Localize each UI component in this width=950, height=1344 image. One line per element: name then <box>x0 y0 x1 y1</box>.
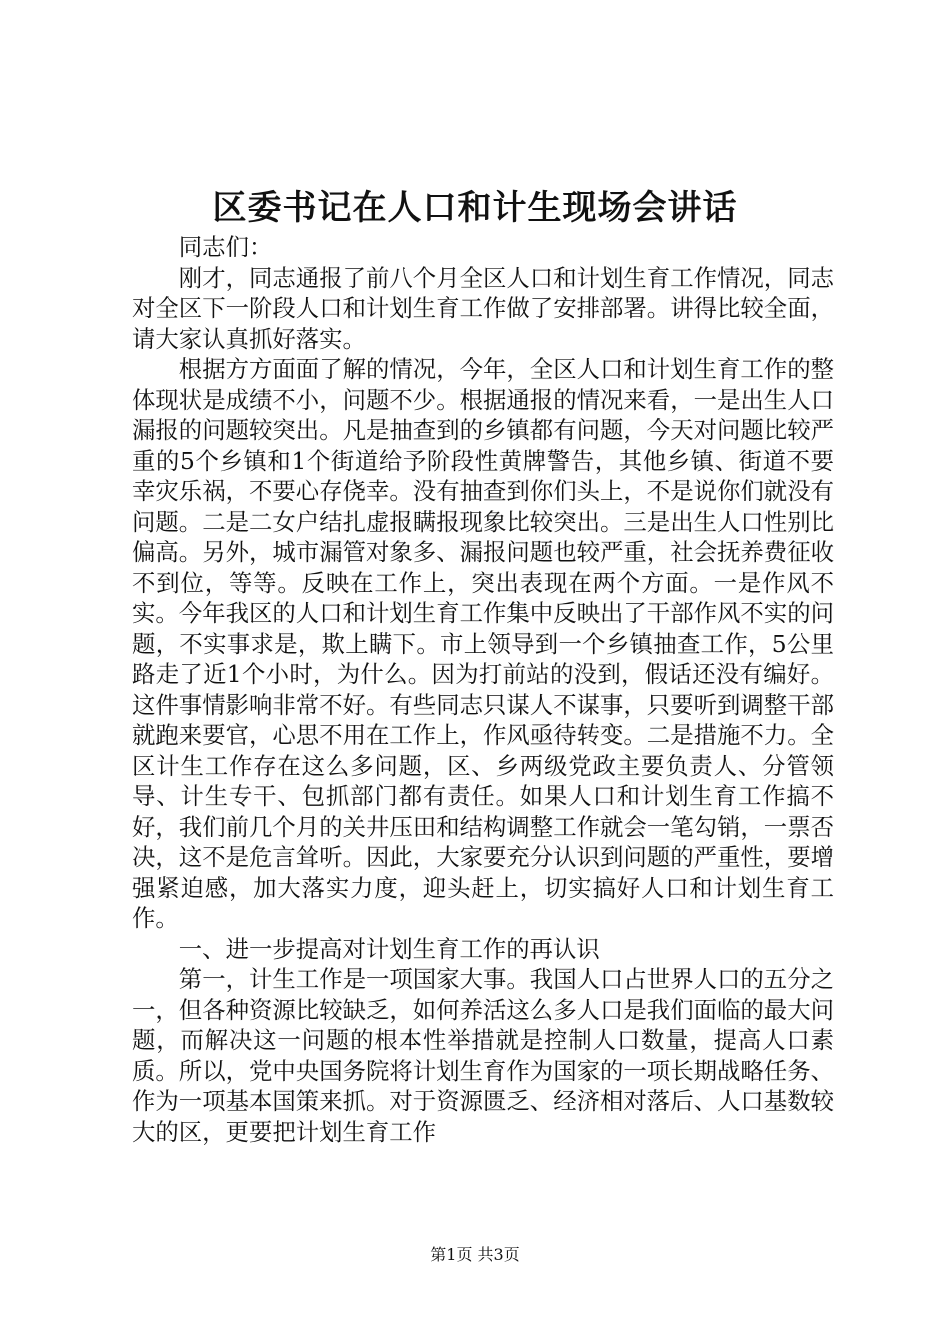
document-body <box>132 232 834 1147</box>
page-number-footer: 第1页 共3页 <box>430 1245 520 1264</box>
body-paragraph: 第一，计生工作是一项国家大事。我国人口占世界人口的五分之一，但各种资源比较缺乏，如何养活这么多人口是我们面临的最大问题，而解决这一问题的根本性举措就是控制人口数量，提高人口素质。所以，党中央国务院将计划生育作为国家的一项长期战略任务、作为一项基本国策来抓。对于资源匮乏、经济相对落后、人口基数较大的区，更要把计划生育工作 <box>132 965 834 1146</box>
document-title: 区委书记在人口和计生现场会讲话 <box>212 188 738 228</box>
salutation-paragraph: 同志们： <box>178 233 273 261</box>
body-paragraph: 根据方方面面了解的情况，今年，全区人口和计划生育工作的整体现状是成绩不小，问题不少。根据通报的情况来看，一是出生人口漏报的问题较突出。凡是抽查到的乡镇都有问题，今天对问题比较严重的5个乡镇和1个街道给予阶段性黄牌警告，其他乡镇、街道不要幸灾乐祸，不要心存侥幸。没有抽查到你们头上，不是说你们就没有问题。二是二女户结扎虚报瞒报现象比较突出。三是出生人口性别比偏高。另外，城市漏管对象多、漏报问题也较严重，社会抚养费征收不到位，等等。反映在工作上，突出表现在两个方面。一是作风不实。今年我区的人口和计划生育工作集中反映出了干部作风不实的问题，不实事求是，欺上瞒下。市上领导到一个乡镇抽查工作，5公里路走了近1个小时，为什么。因为打前站的没到，假话还没有编好。这件事情影响非常不好。有些同志只谋人不谋事，只要听到调整干部就跑来要官，心思不用在工作上，作风亟待转变。二是措施不力。全区计生工作存在这么多问题，区、乡两级党政主要负责人、分管领导、计生专干、包抓部门都有责任。如果人口和计划生育工作搞不好，我们前几个月的关井压田和结构调整工作就会一笔勾销，一票否决，这不是危言耸听。因此，大家要充分认识到问题的严重性，要增强紧迫感，加大落实力度，迎头赶上，切实搞好人口和计划生育工作。 <box>132 355 834 932</box>
section-heading: 一、进一步提高对计划生育工作的再认识 <box>178 934 600 963</box>
body-paragraph: 刚才，同志通报了前八个月全区人口和计划生育工作情况，同志对全区下一阶段人口和计划生育工作做了安排部署。讲得比较全面，请大家认真抓好落实。 <box>132 263 834 353</box>
